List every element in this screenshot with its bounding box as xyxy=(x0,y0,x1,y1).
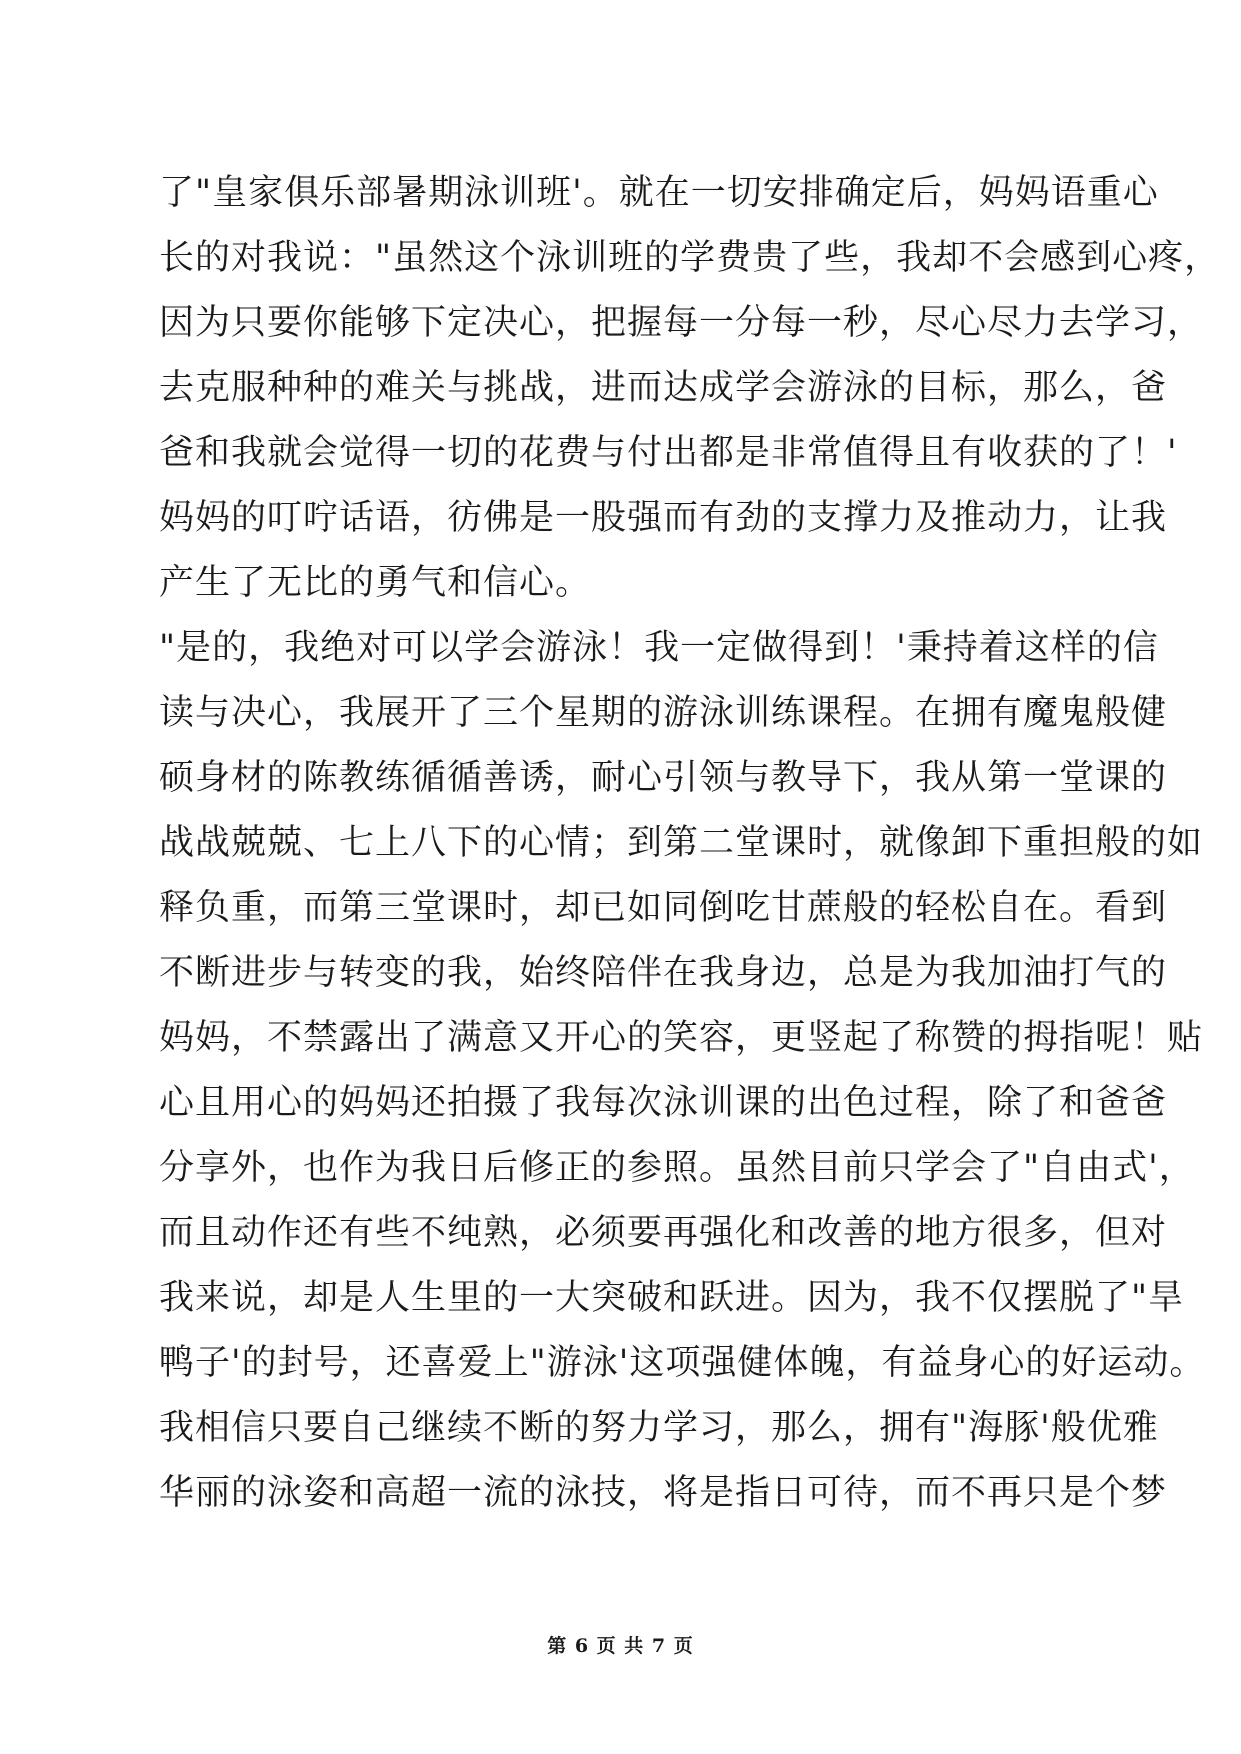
text-line: 去克服种种的难关与挑战，进而达成学会游泳的目标，那么，爸 xyxy=(159,368,1168,408)
text-line: 爸和我就会觉得一切的花费与付出都是非常值得且有收获的了！' xyxy=(159,433,1178,473)
text-line: 鸭子'的封号，还喜爱上"游泳'这项强健体魄，有益身心的好运动。 xyxy=(159,1343,1206,1383)
text-line: 我来说，却是人生里的一大突破和跃进。因为，我不仅摆脱了"旱 xyxy=(159,1278,1185,1318)
text-line: 不断进步与转变的我，始终陪伴在我身边，总是为我加油打气的 xyxy=(159,953,1168,993)
text-line: 战战兢兢、七上八下的心情；到第二堂课时，就像卸下重担般的如 xyxy=(159,823,1204,863)
text-line: 分享外，也作为我日后修正的参照。虽然目前只学会了"自由式'， xyxy=(159,1148,1195,1188)
text-line: 妈妈的叮咛话语，彷佛是一股强而有劲的支撑力及推动力，让我 xyxy=(159,498,1168,538)
text-line: 释负重，而第三堂课时，却已如同倒吃甘蔗般的轻松自在。看到 xyxy=(159,888,1168,928)
text-line: 产生了无比的勇气和信心。 xyxy=(159,563,592,603)
text-line: 因为只要你能够下定决心，把握每一分每一秒，尽心尽力去学习， xyxy=(159,303,1204,343)
text-line: 我相信只要自己继续不断的努力学习，那么，拥有"海豚'般优雅 xyxy=(159,1408,1159,1448)
text-line: 而且动作还有些不纯熟，必须要再强化和改善的地方很多，但对 xyxy=(159,1213,1168,1253)
text-line: 华丽的泳姿和高超一流的泳技，将是指日可待，而不再只是个梦 xyxy=(159,1473,1168,1513)
text-line: 长的对我说："虽然这个泳训班的学费贵了些，我却不会感到心疼， xyxy=(159,238,1221,278)
text-line: 硕身材的陈教练循循善诱，耐心引领与教导下，我从第一堂课的 xyxy=(159,758,1168,798)
text-line: 读与决心，我展开了三个星期的游泳训练课程。在拥有魔鬼般健 xyxy=(159,693,1168,733)
text-line: "是的，我绝对可以学会游泳！我一定做得到！'秉持着这样的信 xyxy=(159,628,1159,668)
page-number-footer: 第 6 页 共 7 页 xyxy=(547,1635,694,1657)
text-line: 妈妈，不禁露出了满意又开心的笑容，更竖起了称赞的拇指呢！贴 xyxy=(159,1018,1204,1058)
body-text xyxy=(159,161,1221,1526)
text-line: 了"皇家俱乐部暑期泳训班'。就在一切安排确定后，妈妈语重心 xyxy=(159,173,1159,213)
text-line: 心且用心的妈妈还拍摄了我每次泳训课的出色过程，除了和爸爸 xyxy=(159,1083,1168,1123)
